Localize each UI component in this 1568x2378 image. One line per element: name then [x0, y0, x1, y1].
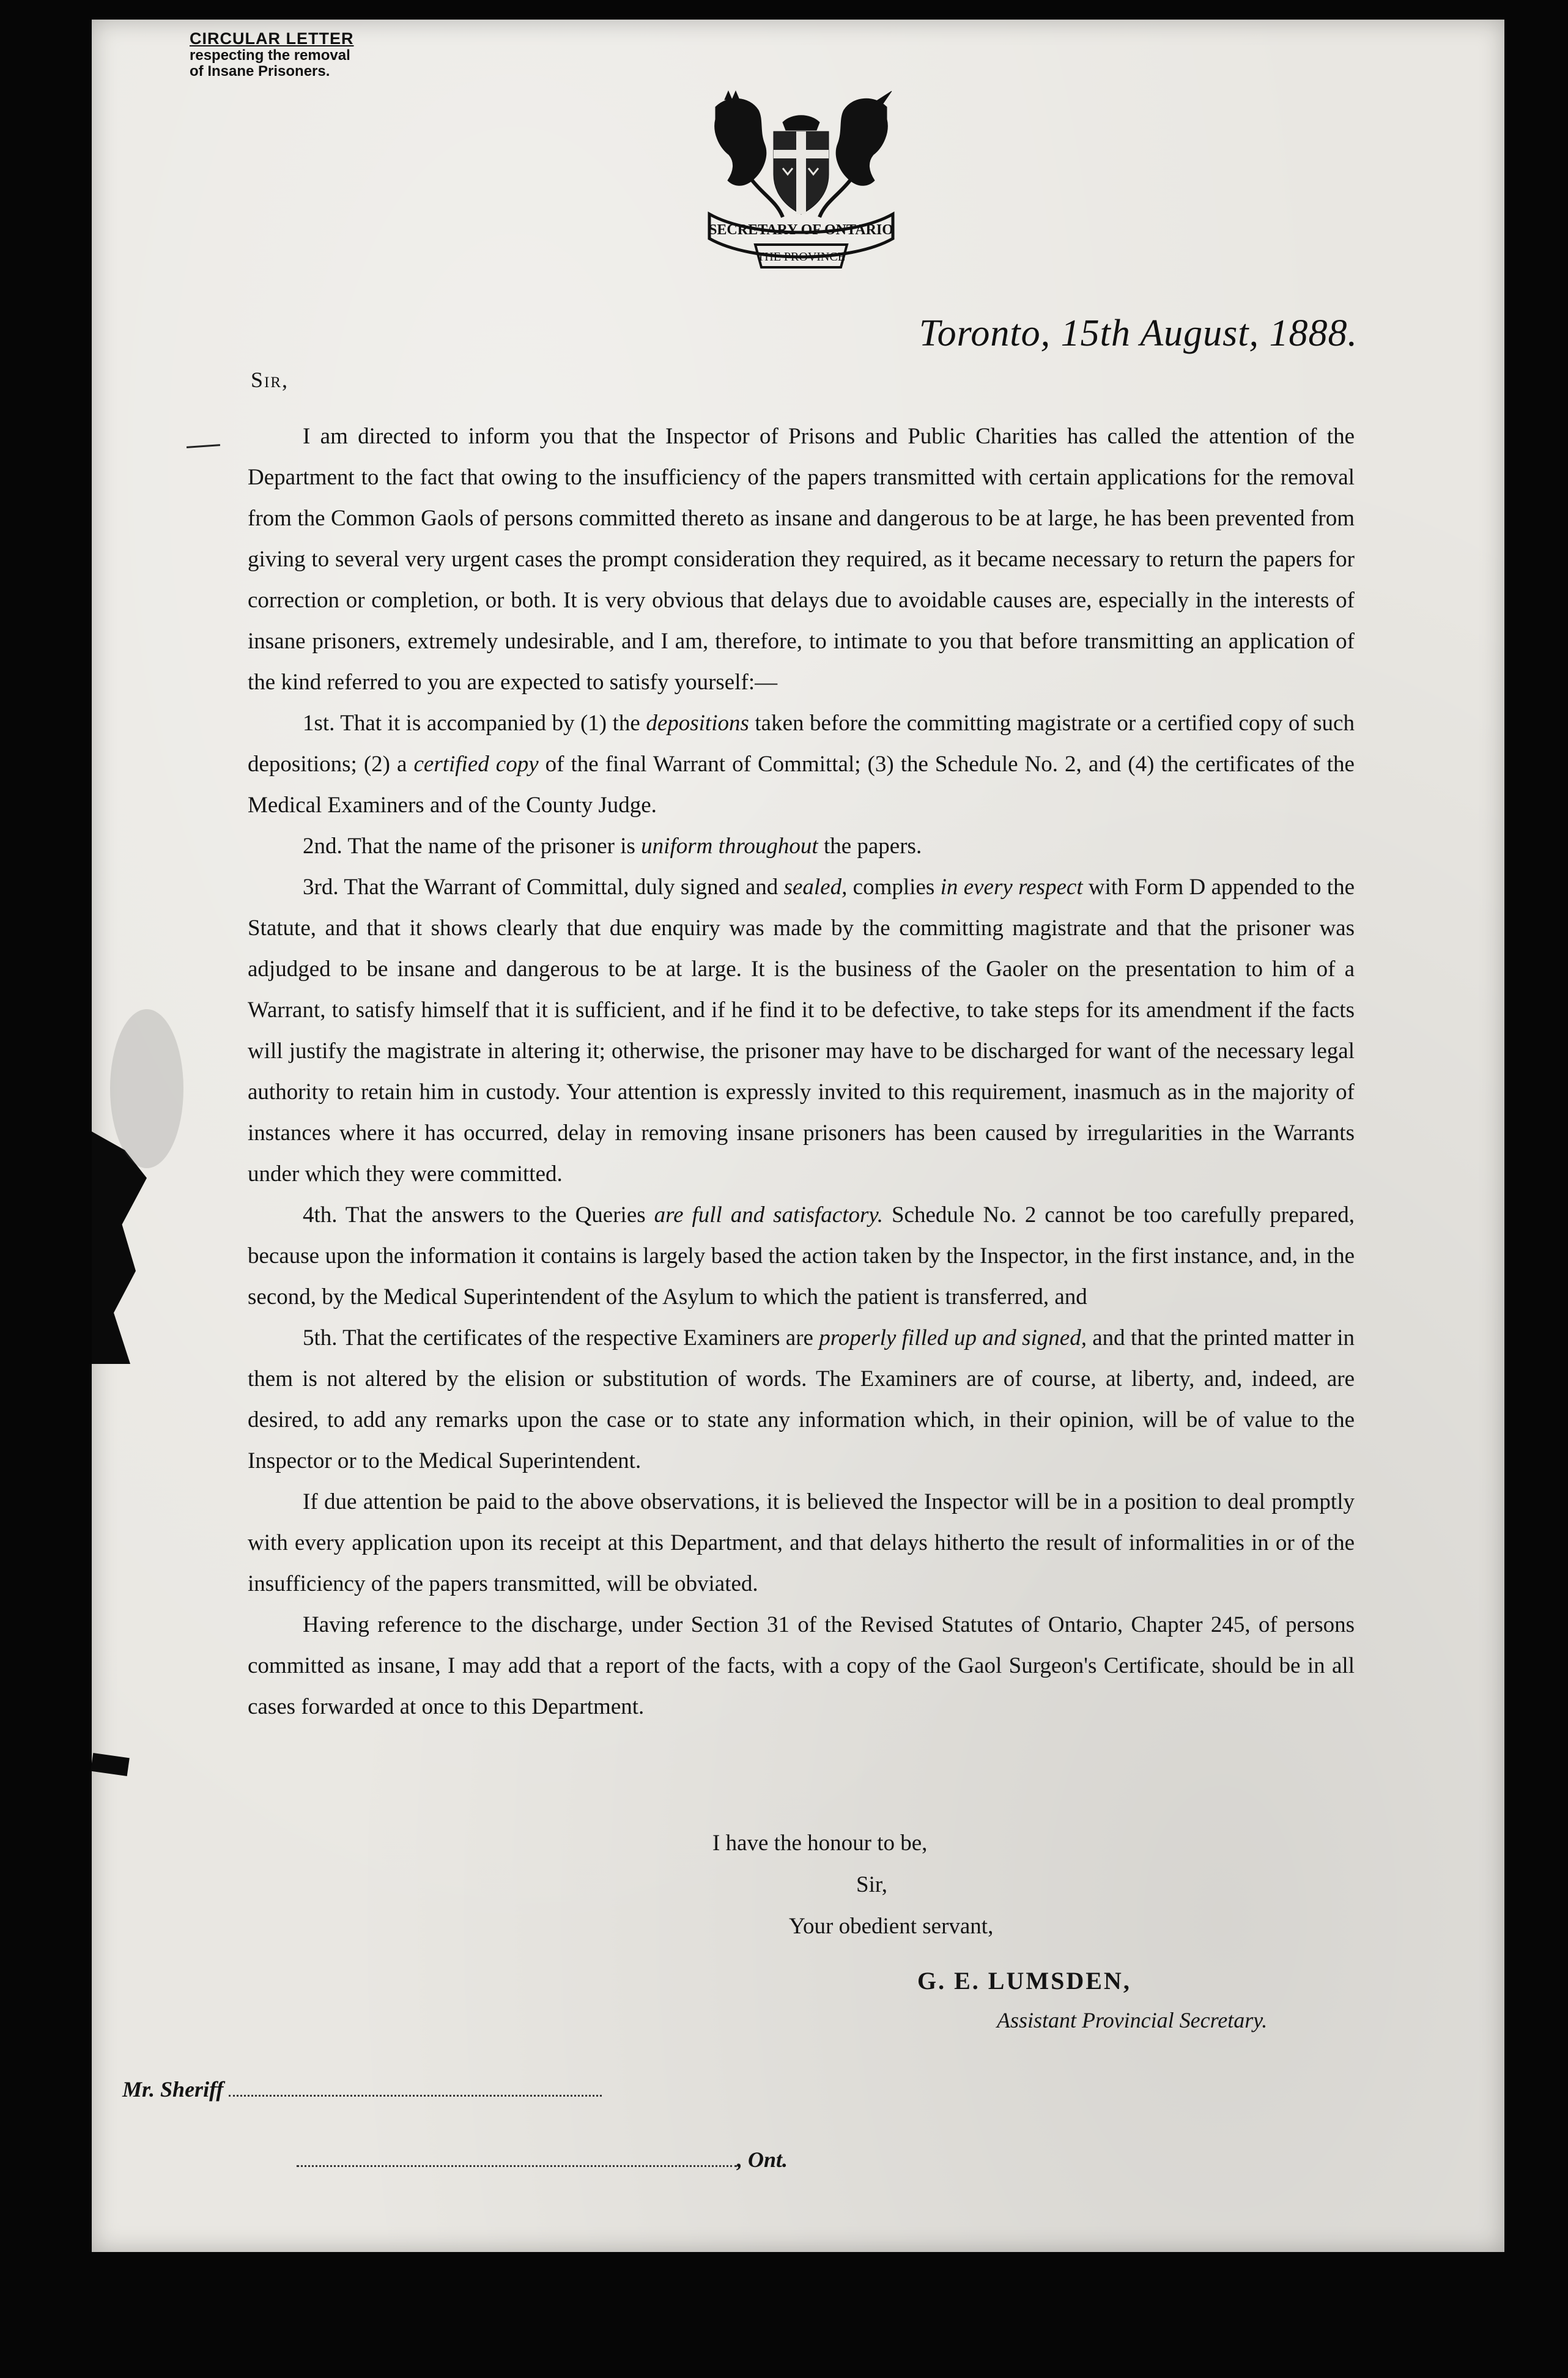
- circular-subtitle-line-1: respecting the removal: [190, 47, 350, 64]
- signature-name: G. E. LUMSDEN,: [917, 1967, 1131, 1995]
- item-1-text-a: 1st. That it is accompanied by (1) the: [303, 711, 646, 736]
- closing-sir: Sir,: [856, 1872, 887, 1897]
- item-1-italic-a: depositions: [646, 711, 749, 736]
- item-3-text-a: 3rd. That the Warrant of Committal, duly signed and: [303, 875, 784, 900]
- item-1-text-c: of the final Warrant of Committal; (3) the Schedule No. 2, and (4) the certificates of the Medical Examiners and of the County Judge.: [248, 752, 1355, 818]
- crest-band-bottom: THE PROVINCE: [757, 250, 845, 264]
- crest-band-top: SECRETARY OF ONTARIO: [709, 222, 893, 238]
- item-5-text-a: 5th. That the certificates of the respective Examiners are: [303, 1325, 819, 1350]
- item-3-text-b: complies: [847, 875, 941, 900]
- ontario-crest-icon: [691, 89, 911, 272]
- paragraph-discharge: Having reference to the discharge, under Section 31 of the Revised Statutes of Ontario, Chapter 245, of persons committed as insane, I may add that a report of the facts, with a copy of the Gaol Surgeon's Certificate, should be in all cases forwarded at once to this Department.: [248, 1612, 1355, 1719]
- item-4-text-b: Schedule No. 2 cannot be too carefully prepared, because upon the information it contains is largely based the action taken by the Inspector, in the first instance, and, in the second, by the Medical Superintendent of the Asylum to which the patient is transferred, and: [248, 1202, 1355, 1309]
- address-suffix: , Ont.: [737, 2147, 788, 2172]
- item-3-italic-a: sealed,: [783, 875, 848, 900]
- letter-body: [248, 416, 1355, 1727]
- address-ont-line: [297, 2147, 788, 2172]
- signature-title: Assistant Provincial Secretary.: [997, 2008, 1268, 2032]
- item-2-text-b: the papers.: [818, 834, 922, 859]
- circular-title: CIRCULAR LETTER: [190, 29, 354, 48]
- item-3: [248, 867, 1355, 1195]
- item-1: [248, 703, 1355, 826]
- paragraph-due-attention: If due attention be paid to the above observations, it is believed the Inspector will be in a position to deal promptly with every application upon its receipt at this Department, and that delays hitherto the result of informalities in or of the insufficiency of the papers transmitted, will be obviated.: [248, 1489, 1355, 1596]
- item-4: [248, 1195, 1355, 1317]
- circular-subtitle-line-2: of Insane Prisoners.: [190, 63, 330, 80]
- closing-honour: I have the honour to be,: [712, 1831, 928, 1856]
- address-sheriff-line: [122, 2076, 602, 2102]
- item-2-italic-a: uniform throughout: [641, 834, 818, 859]
- item-4-text-a: 4th. That the answers to the Queries: [303, 1202, 654, 1228]
- closing-block: [248, 1823, 1355, 2080]
- salutation: Sir,: [251, 368, 289, 392]
- item-1-italic-b: certified copy: [413, 752, 539, 777]
- item-4-italic-a: are full and satisfactory.: [654, 1202, 884, 1228]
- closing-servant: Your obedient servant,: [789, 1914, 994, 1939]
- item-2: [248, 826, 1355, 867]
- date-line: Toronto, 15th August, 1888.: [919, 313, 1358, 354]
- item-1-text-b: taken before the committing magistrate or a certified copy of such depositions; (2) a: [248, 711, 1355, 777]
- paragraph-intro: I am directed to inform you that the Inspector of Prisons and Public Charities has called the attention of the Department to the fact that owing to the insufficiency of the papers transmitted with certain applications for the removal from the Common Gaols of persons committed thereto as insane and dangerous to be at large, he has been prevented from giving to several very urgent cases the prompt consideration they required, as it became necessary to return the papers for correction or completion, or both. It is very obvious that delays due to avoidable causes are, especially in the interests of insane prisoners, extremely undesirable, and I am, therefore, to intimate to you that before transmitting an application of the kind referred to you are expected to satisfy yourself:—: [248, 424, 1355, 695]
- address-label: Mr. Sheriff: [122, 2077, 224, 2102]
- item-3-text-c: with Form D appended to the Statute, and that it shows clearly that due enquiry was made by the committing magistrate and that the prisoner was adjudged to be insane and dangerous to be at large. It is the business of the Gaoler on the presentation to him of a Warrant, to satisfy himself that it is sufficient, and if he find it to be defective, to take steps for its amendment if the facts will justify the magistrate in altering it; otherwise, the prisoner may have to be discharged for want of the necessary legal authority to retain him in custody. Your attention is expressly invited to this requirement, inasmuch as in the majority of instances where it has occurred, delay in removing insane prisoners has been caused by irregularities in the Warrants under which they were committed.: [248, 875, 1355, 1187]
- sheriff-blank-line: [229, 2076, 602, 2097]
- item-5: [248, 1317, 1355, 1481]
- stain: [110, 1009, 183, 1168]
- item-2-text-a: 2nd. That the name of the prisoner is: [303, 834, 642, 859]
- item-3-italic-b: in every respect: [940, 875, 1083, 900]
- item-5-text-b: and that the printed matter in them is not altered by the elision or substitution of words. The Examiners are of course, at liberty, and, indeed, are desired, to add any remarks upon the case or to state any information which, in their opinion, will be of value to the Inspector or to the Medical Superintendent.: [248, 1325, 1355, 1473]
- item-5-italic-a: properly filled up and signed,: [819, 1325, 1087, 1350]
- circular-letter-heading: [190, 29, 353, 80]
- place-blank-line: [297, 2147, 737, 2167]
